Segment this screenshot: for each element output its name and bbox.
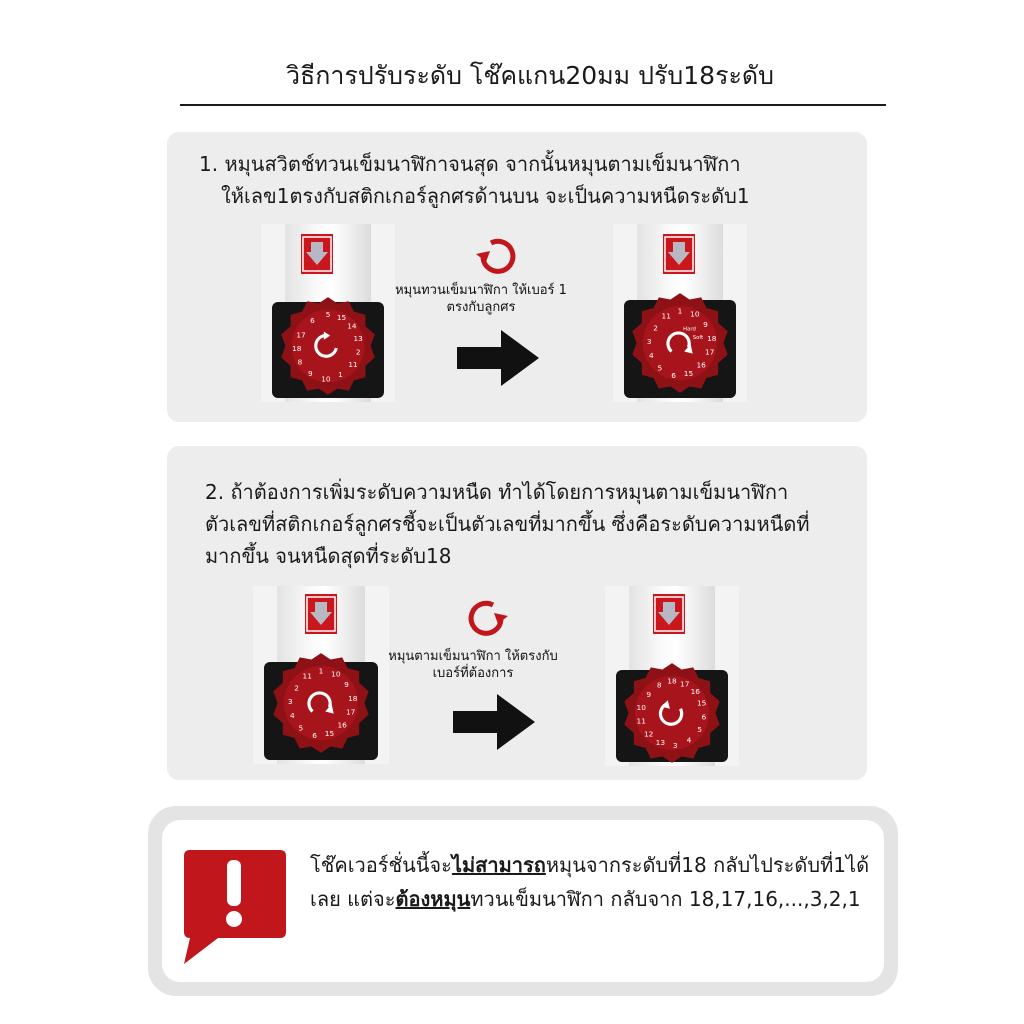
svg-text:2: 2 [653,323,658,333]
svg-text:4: 4 [290,710,295,720]
step1-instruction: หมุนทวนเข็มนาฬิกา ให้เบอร์ 1 ตรงกับลูกศร [395,283,567,315]
svg-text:1: 1 [318,666,324,676]
svg-text:13: 13 [655,737,666,747]
svg-text:9: 9 [308,369,313,379]
svg-text:9: 9 [646,690,652,700]
svg-text:6: 6 [310,316,315,326]
svg-text:18: 18 [348,693,358,703]
svg-text:4: 4 [686,735,692,745]
svg-text:11: 11 [302,671,312,681]
arrow-sticker-icon [305,594,337,634]
svg-text:3: 3 [672,740,678,750]
svg-text:11: 11 [348,359,358,369]
step2-instruction: หมุนตามเข็มนาฬิกา ให้ตรงกับเบอร์ที่ต้องการ [388,649,558,681]
step2-arrow-icon [453,694,535,750]
svg-text:17: 17 [704,347,715,357]
svg-text:1: 1 [677,306,683,316]
svg-text:5: 5 [697,725,702,735]
svg-text:2: 2 [294,683,299,693]
svg-text:5: 5 [325,309,331,319]
knob-hard-label: Hard [683,326,696,333]
knob-photo-end [605,586,739,766]
svg-text:1: 1 [338,370,343,380]
knob-photo-before [261,224,395,402]
svg-text:8: 8 [297,357,303,367]
knob-photo-after [613,224,747,402]
svg-text:6: 6 [701,712,707,722]
svg-text:3: 3 [287,697,293,707]
svg-text:10: 10 [690,309,700,319]
warning-text [310,848,890,916]
knob-soft-label: Soft [692,334,704,341]
svg-text:10: 10 [331,669,341,679]
title-divider [180,104,886,106]
svg-text:10: 10 [636,702,646,712]
svg-text:16: 16 [337,720,347,730]
step1-line1: 1. หมุนสวิตช์ทวนเข็มนาฬิกาจนสุด จากนั้นหมุนตามเข็มนาฬิกา [199,152,741,176]
step2-panel [167,446,867,780]
svg-text:3: 3 [646,337,652,347]
svg-text:9: 9 [703,320,708,330]
step2-text: 2. ถ้าต้องการเพิ่มระดับความหนืด ทำได้โดยการหมุนตามเข็มนาฬิกา ตัวเลขที่สติกเกอร์ลูกศรชี้จะเป็นตัวเลขที่มากขึ้น ซึ่งคือระดับความหนืดที่มากขึ้น จนหนืดสุดที่ระดับ18 [205,480,810,568]
step1-panel [167,132,867,422]
svg-text:6: 6 [671,370,676,380]
page-title: วิธีการปรับระดับ โช๊คแกน20มม ปรับ18ระดับ [285,61,775,90]
svg-text:4: 4 [649,350,654,360]
arrow-sticker-icon [663,234,695,274]
svg-text:16: 16 [696,360,706,370]
svg-text:17: 17 [345,707,356,717]
dial-knob-icon [276,294,380,398]
warning-part2: หมุนจากระดับที่18 กลับไประดับที่1ได้เลย แต่จะ [310,853,870,911]
svg-text:13: 13 [353,333,363,343]
dial-knob-icon [268,650,374,756]
knob-photo-start [253,586,389,764]
svg-text:12: 12 [643,729,654,739]
svg-text:5: 5 [657,363,663,373]
arrow-sticker-icon [301,234,333,274]
svg-text:10: 10 [321,374,331,384]
step1-line2: ให้เลข1ตรงกับสติกเกอร์ลูกศรด้านบน จะเป็นความหนืดระดับ1 [221,184,750,208]
warning-part3: ทวนเข็มนาฬิกา กลับจาก 18,17,16,...,3,2,1 [470,887,861,911]
svg-text:18: 18 [292,344,302,354]
svg-text:14: 14 [347,321,357,331]
svg-text:15: 15 [696,698,707,708]
step1-arrow-icon [457,330,539,386]
svg-text:15: 15 [683,368,694,378]
warning-emphasis-must-turn: ต้องหมุน [395,887,471,911]
svg-text:17: 17 [296,330,306,340]
warning-emphasis-cannot: ไม่สามารถ [451,853,546,877]
svg-text:15: 15 [336,313,347,322]
dial-knob-icon [627,290,733,396]
step2-rotate-icon [463,594,511,642]
svg-text:5: 5 [298,723,304,733]
step1-rotate-icon [473,232,521,280]
svg-text:9: 9 [344,680,349,690]
step1-text [199,148,859,212]
warning-part1: โช๊คเวอร์ชั่นนี้จะ [310,853,452,877]
svg-text:8: 8 [656,680,662,690]
exclamation-speech-bubble-icon [180,846,290,966]
arrow-sticker-icon [653,594,685,634]
svg-text:16: 16 [690,686,701,696]
svg-text:2: 2 [355,347,361,357]
svg-text:6: 6 [312,730,317,740]
svg-text:15: 15 [324,728,335,738]
svg-text:18: 18 [707,333,717,343]
svg-text:11: 11 [636,716,646,726]
dial-knob-icon [619,660,725,766]
svg-text:18: 18 [667,676,677,686]
svg-text:17: 17 [680,679,690,689]
svg-text:11: 11 [661,311,671,321]
